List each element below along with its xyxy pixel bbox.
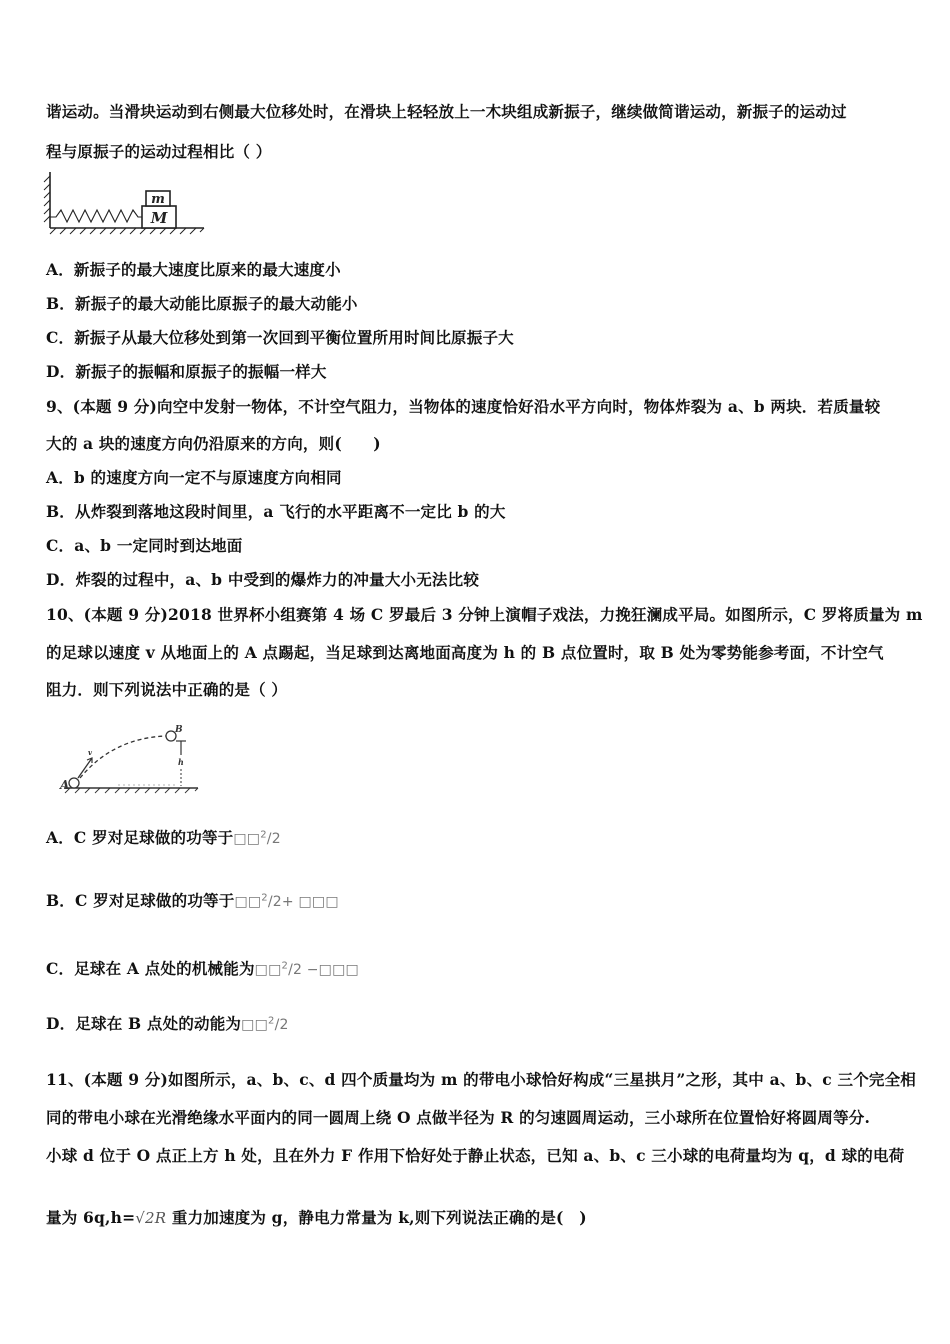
q10-line-1: 10、(本题 9 分)2018 世界杯小组赛第 4 场 C 罗最后 3 分钟上演帽子戏法，力挽狂澜成平局。如图所示，C 罗将质量为 m [46, 605, 923, 624]
q11-line-4: 量为 6q,h=√2R 重力加速度为 g，静电力常量为 k,则下列说法正确的是( ) [46, 1208, 587, 1227]
q8-option-a: A．新振子的最大速度比原来的最大速度小 [46, 260, 341, 279]
label-a: A [60, 778, 70, 792]
spring-oscillator-figure [42, 170, 212, 238]
q9-option-b: B．从炸裂到落地这段时间里，a 飞行的水平距离不一定比 b 的大 [46, 502, 506, 521]
q8-option-b: B．新振子的最大动能比原振子的最大动能小 [46, 294, 358, 313]
formula-b: □□$^2$/2+ □□□ [234, 892, 339, 910]
q10-option-a: A．C 罗对足球做的功等于□□$^2$/2 [46, 828, 281, 847]
q8-line-1: 谐运动。当滑块运动到右侧最大位移处时，在滑块上轻轻放上一木块组成新振子，继续做简谐运动，新振子的运动过 [46, 102, 847, 121]
football-trajectory-figure [58, 722, 208, 796]
q8-line-2: 程与原振子的运动过程相比（ ） [46, 142, 272, 161]
q9-line-2: 大的 a 块的速度方向仍沿原来的方向，则( ) [46, 434, 381, 453]
sqrt-2r-formula: √2R [135, 1209, 167, 1227]
q11-line-3: 小球 d 位于 O 点正上方 h 处，且在外力 F 作用下恰好处于静止状态，已知 a、b、c 三小球的电荷量均为 q，d 球的电荷 [46, 1146, 905, 1165]
q10-line-2: 的足球以速度 v 从地面上的 A 点踢起，当足球到达离地面高度为 h 的 B 点位置时，取 B 处为零势能参考面，不计空气 [46, 643, 884, 662]
label-M: M [150, 209, 168, 227]
ball-at-a [69, 778, 79, 788]
q9-option-d: D．炸裂的过程中，a、b 中受到的爆炸力的冲量大小无法比较 [46, 570, 480, 589]
q11-line-1: 11、(本题 9 分)如图所示，a、b、c、d 四个质量均为 m 的带电小球恰好构成“三星拱月”之形，其中 a、b、c 三个完全相 [46, 1070, 917, 1089]
label-b: B [175, 725, 183, 735]
formula-d: □□$^2$/2 [241, 1015, 289, 1033]
q8-option-d: D．新振子的振幅和原振子的振幅一样大 [46, 362, 327, 381]
q9-option-a: A．b 的速度方向一定不与原速度方向相同 [46, 468, 342, 487]
q11-line-2: 同的带电小球在光滑绝缘水平面内的同一圆周上绕 O 点做半径为 R 的匀速圆周运动，三小球所在位置恰好将圆周等分. [46, 1108, 871, 1127]
q9-line-1: 9、(本题 9 分)向空中发射一物体，不计空气阻力，当物体的速度恰好沿水平方向时，物体炸裂为 a、b 两块．若质量较 [46, 397, 881, 416]
q10-option-b: B．C 罗对足球做的功等于□□$^2$/2+ □□□ [46, 891, 339, 910]
q8-option-c: C．新振子从最大位移处到第一次回到平衡位置所用时间比原振子大 [46, 328, 514, 347]
label-h: h [178, 757, 184, 767]
q10-line-3: 阻力．则下列说法中正确的是（ ） [46, 680, 288, 699]
q9-option-c: C．a、b 一定同时到达地面 [46, 536, 243, 555]
label-v: v [88, 748, 93, 757]
label-m: m [151, 192, 165, 207]
formula-a: □□$^2$/2 [233, 829, 281, 847]
q10-option-d: D．足球在 B 点处的动能为□□$^2$/2 [46, 1014, 289, 1033]
q10-option-c: C．足球在 A 点处的机械能为□□$^2$/2 −□□□ [46, 959, 359, 978]
formula-c: □□$^2$/2 −□□□ [254, 960, 359, 978]
